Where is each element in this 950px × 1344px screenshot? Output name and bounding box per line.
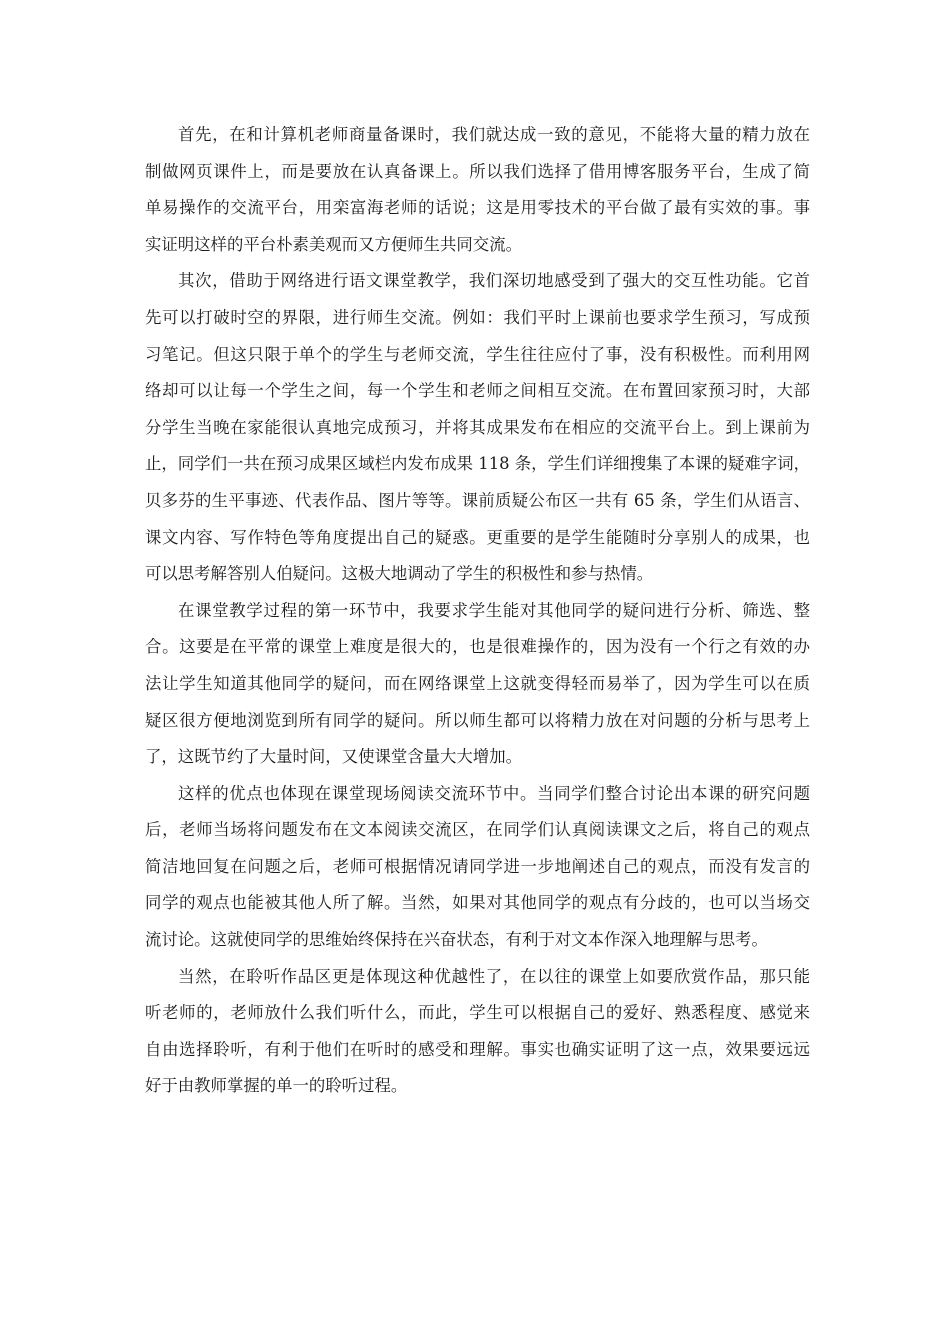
paragraph-line: 课文内容、写作特色等角度提出自己的疑惑。更重要的是学生能随时分享别人的成果，也 — [145, 527, 810, 547]
paragraph-4 — [145, 776, 810, 959]
paragraph-line: 贝多芬的生平事迹、代表作品、图片等等。课前质疑公布区一共有 65 条，学生们从语言、 — [145, 490, 810, 510]
paragraph-line: 单易操作的交流平台，用栾富海老师的话说；这是用零技术的平台做了最有实效的事。事 — [145, 198, 810, 218]
paragraph-5 — [145, 959, 810, 1105]
paragraph-line: 好于由教师掌握的单一的聆听过程。 — [145, 1076, 408, 1096]
paragraph-line: 分学生当晚在家能很认真地完成预习，并将其成果发布在相应的交流平台上。到上课前为 — [145, 417, 810, 437]
paragraph-line: 其次，借助于网络进行语文课堂教学，我们深切地感受到了强大的交互性功能。它首 — [178, 271, 810, 291]
paragraph-1 — [145, 117, 810, 263]
paragraph-line: 法让学生知道其他同学的疑问，而在网络课堂上这就变得轻而易举了，因为学生可以在质 — [145, 673, 810, 693]
paragraph-line: 后，老师当场将问题发布在文本阅读交流区，在同学们认真阅读课文之后，将自己的观点 — [145, 820, 810, 840]
paragraph-line: 简洁地回复在问题之后，老师可根据情况请同学进一步地阐述自己的观点，而没有发言的 — [145, 856, 810, 876]
paragraph-line: 流讨论。这就使同学的思维始终保持在兴奋状态，有利于对文本作深入地理解与思考。 — [145, 930, 768, 950]
paragraph-line: 在课堂教学过程的第一环节中，我要求学生能对其他同学的疑问进行分析、筛选、整 — [178, 600, 810, 620]
paragraph-line: 自由选择聆听，有利于他们在听时的感受和理解。事实也确实证明了这一点，效果要远远 — [145, 1039, 810, 1059]
paragraph-line: 络却可以让每一个学生之间，每一个学生和老师之间相互交流。在布置回家预习时，大部 — [145, 381, 810, 401]
paragraph-line: 听老师的，老师放什么我们听什么，而此，学生可以根据自己的爱好、熟悉程度、感觉来 — [145, 1003, 810, 1023]
paragraph-line: 止，同学们一共在预习成果区域栏内发布成果 118 条，学生们详细搜集了本课的疑难字词， — [145, 454, 810, 474]
paragraph-line: 当然，在聆听作品区更是体现这种优越性了，在以往的课堂上如要欣赏作品，那只能 — [178, 966, 810, 986]
paragraph-line: 疑区很方便地浏览到所有同学的疑问。所以师生都可以将精力放在对问题的分析与思考上 — [145, 710, 810, 730]
paragraph-3 — [145, 593, 810, 776]
paragraph-line: 合。这要是在平常的课堂上难度是很大的，也是很难操作的，因为没有一个行之有效的办 — [145, 637, 810, 657]
paragraph-line: 先可以打破时空的界限，进行师生交流。例如：我们平时上课前也要求学生预习，写成预 — [145, 307, 810, 327]
paragraph-line: 同学的观点也能被其他人所了解。当然，如果对其他同学的观点有分歧的，也可以当场交 — [145, 893, 810, 913]
paragraph-line: 这样的优点也体现在课堂现场阅读交流环节中。当同学们整合讨论出本课的研究问题 — [178, 783, 810, 803]
paragraph-line: 习笔记。但这只限于单个的学生与老师交流，学生往往应付了事，没有积极性。而利用网 — [145, 344, 810, 364]
paragraph-line: 制做网页课件上，而是要放在认真备课上。所以我们选择了借用博客服务平台，生成了简 — [145, 161, 810, 181]
paragraph-line: 可以思考解答别人伯疑问。这极大地调动了学生的积极性和参与热情。 — [145, 564, 654, 584]
paragraph-line: 了，这既节约了大量时间，又使课堂含量大大增加。 — [145, 747, 522, 767]
document-body — [145, 117, 810, 1105]
paragraph-line: 首先，在和计算机老师商量备课时，我们就达成一致的意见，不能将大量的精力放在 — [178, 125, 810, 144]
paragraph-line: 实证明这样的平台朴素美观而又方便师生共同交流。 — [145, 234, 522, 254]
paragraph-2 — [145, 263, 810, 592]
